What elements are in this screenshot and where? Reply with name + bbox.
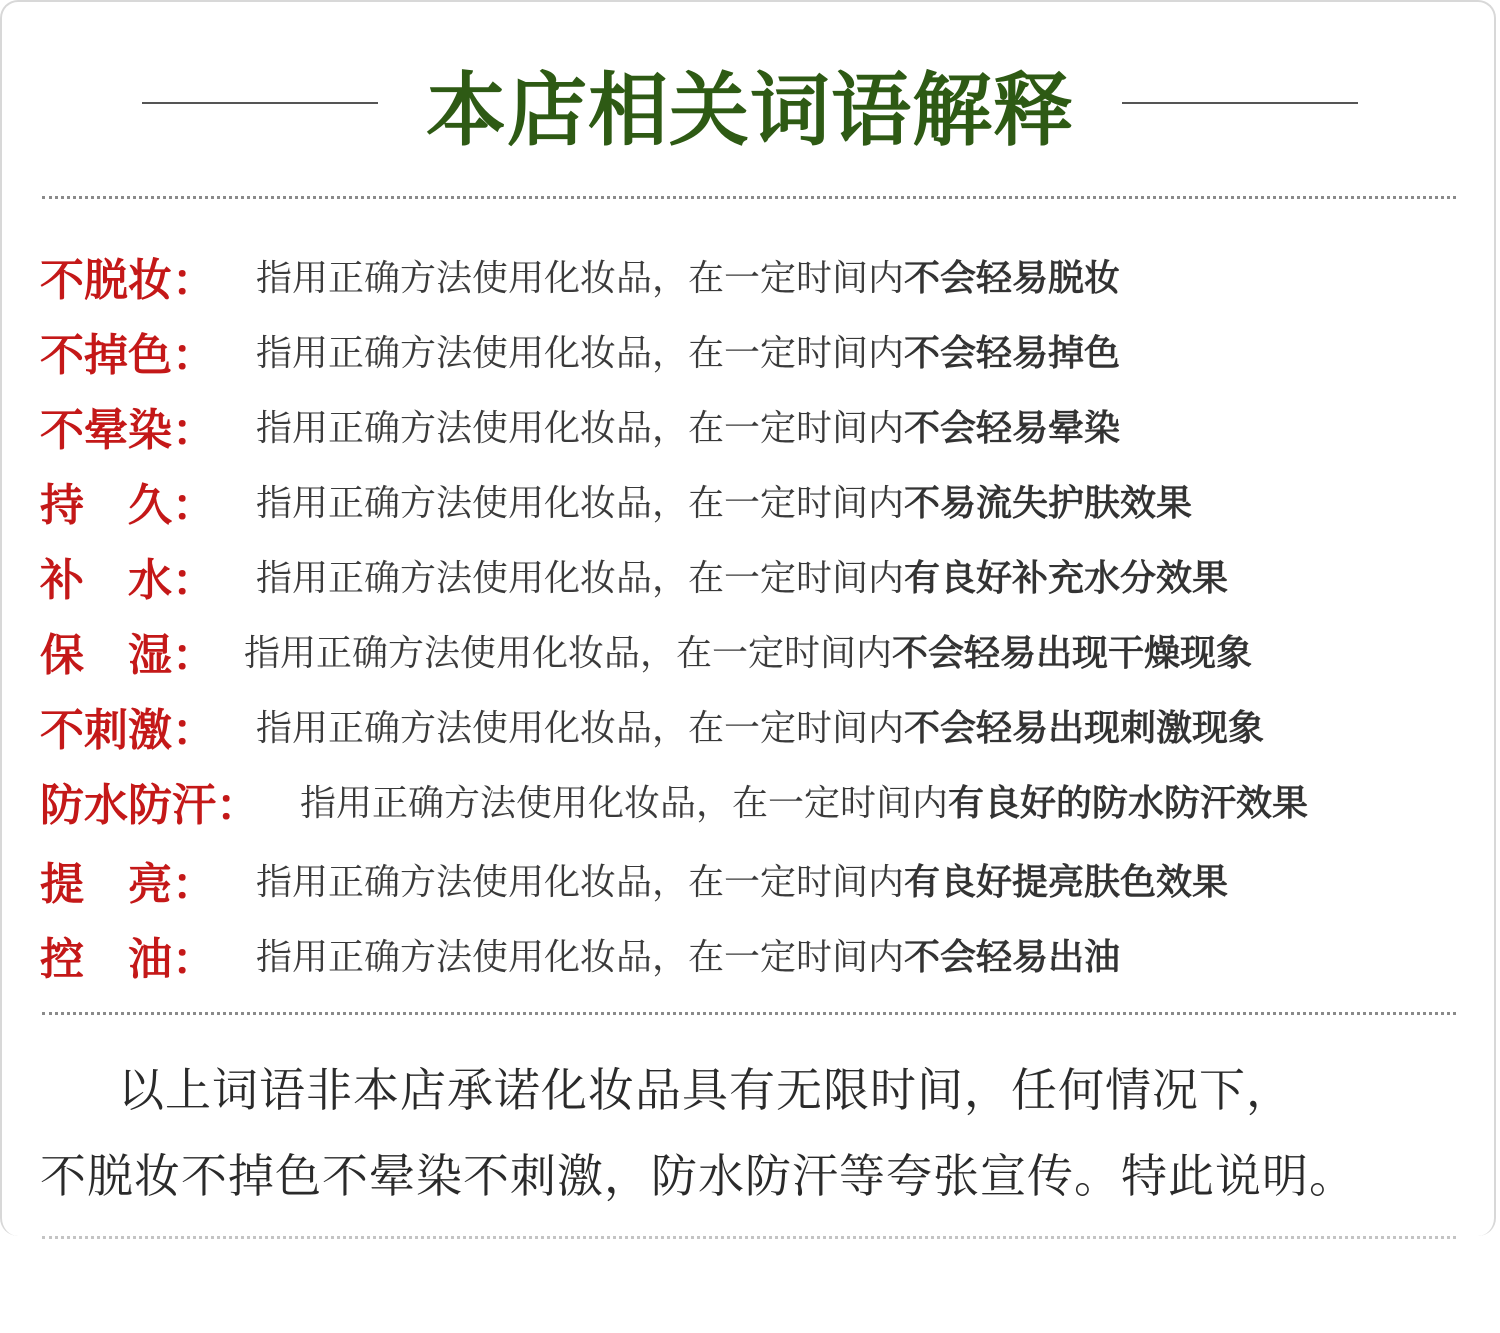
term-label: 不脱妆：	[40, 254, 216, 306]
term-label: 补 水：	[40, 554, 216, 606]
term-label: 保 湿：	[40, 629, 216, 681]
term-description-lead: 指用正确方法使用化妆品，在一定时间内	[256, 708, 905, 749]
term-description	[256, 700, 1264, 751]
dotted-divider-middle	[42, 1012, 1456, 1015]
term-label: 不刺激：	[40, 704, 216, 756]
term-row	[40, 688, 1480, 763]
term-description-lead: 指用正确方法使用化妆品，在一定时间内	[256, 408, 905, 449]
disclaimer-line-2: 不脱妆不掉色不晕染不刺激，防水防汗等夸张宣传。特此说明。	[40, 1149, 1356, 1203]
term-description-emphasis: 有良好的防水防汗效果	[948, 783, 1309, 824]
term-description-lead: 指用正确方法使用化妆品，在一定时间内	[256, 937, 905, 978]
term-description-emphasis: 不易流失护肤效果	[904, 483, 1193, 524]
term-description-emphasis: 不会轻易出现干燥现象	[892, 633, 1253, 674]
term-description	[256, 250, 1120, 301]
title-row	[0, 48, 1500, 158]
term-description-emphasis: 有良好补充水分效果	[904, 558, 1229, 599]
term-label: 防水防汗：	[40, 779, 260, 831]
title-right-rule	[1122, 102, 1358, 104]
term-label: 不晕染：	[40, 404, 216, 456]
term-description	[256, 550, 1228, 601]
term-description	[256, 854, 1228, 905]
term-description-lead: 指用正确方法使用化妆品，在一定时间内	[256, 258, 905, 299]
term-label: 不掉色：	[40, 329, 216, 381]
term-description-lead: 指用正确方法使用化妆品，在一定时间内	[244, 633, 893, 674]
term-list	[40, 238, 1480, 992]
term-description-emphasis: 不会轻易出油	[904, 937, 1121, 978]
term-description-emphasis: 有良好提亮肤色效果	[904, 862, 1229, 903]
term-description	[244, 625, 1252, 676]
term-description	[256, 929, 1120, 980]
term-description-emphasis: 不会轻易脱妆	[904, 258, 1121, 299]
dotted-divider-bottom	[42, 1236, 1456, 1239]
term-label: 控 油：	[40, 933, 216, 985]
term-label: 提 亮：	[40, 858, 216, 910]
term-description-lead: 指用正确方法使用化妆品，在一定时间内	[256, 862, 905, 903]
term-description-emphasis: 不会轻易出现刺激现象	[904, 708, 1265, 749]
term-row	[40, 763, 1480, 838]
term-description-lead: 指用正确方法使用化妆品，在一定时间内	[256, 333, 905, 374]
term-description	[300, 775, 1308, 826]
dotted-divider-top	[42, 196, 1456, 199]
term-row	[40, 613, 1480, 688]
term-row	[40, 238, 1480, 313]
term-row	[40, 463, 1480, 538]
term-row	[40, 388, 1480, 463]
disclaimer-line-1: 以上词语非本店承诺化妆品具有无限时间，任何情况下，	[118, 1063, 1293, 1117]
term-description	[256, 400, 1120, 451]
term-description-emphasis: 不会轻易掉色	[904, 333, 1121, 374]
term-description-lead: 指用正确方法使用化妆品，在一定时间内	[300, 783, 949, 824]
term-label: 持 久：	[40, 479, 216, 531]
term-row	[40, 313, 1480, 388]
term-row	[40, 917, 1480, 992]
title-left-rule	[142, 102, 378, 104]
term-row	[40, 842, 1480, 917]
term-description-lead: 指用正确方法使用化妆品，在一定时间内	[256, 558, 905, 599]
term-description	[256, 475, 1192, 526]
term-description	[256, 325, 1120, 376]
term-row	[40, 538, 1480, 613]
term-description-lead: 指用正确方法使用化妆品，在一定时间内	[256, 483, 905, 524]
term-description-emphasis: 不会轻易晕染	[904, 408, 1121, 449]
page-title: 本店相关词语解释	[426, 63, 1074, 157]
